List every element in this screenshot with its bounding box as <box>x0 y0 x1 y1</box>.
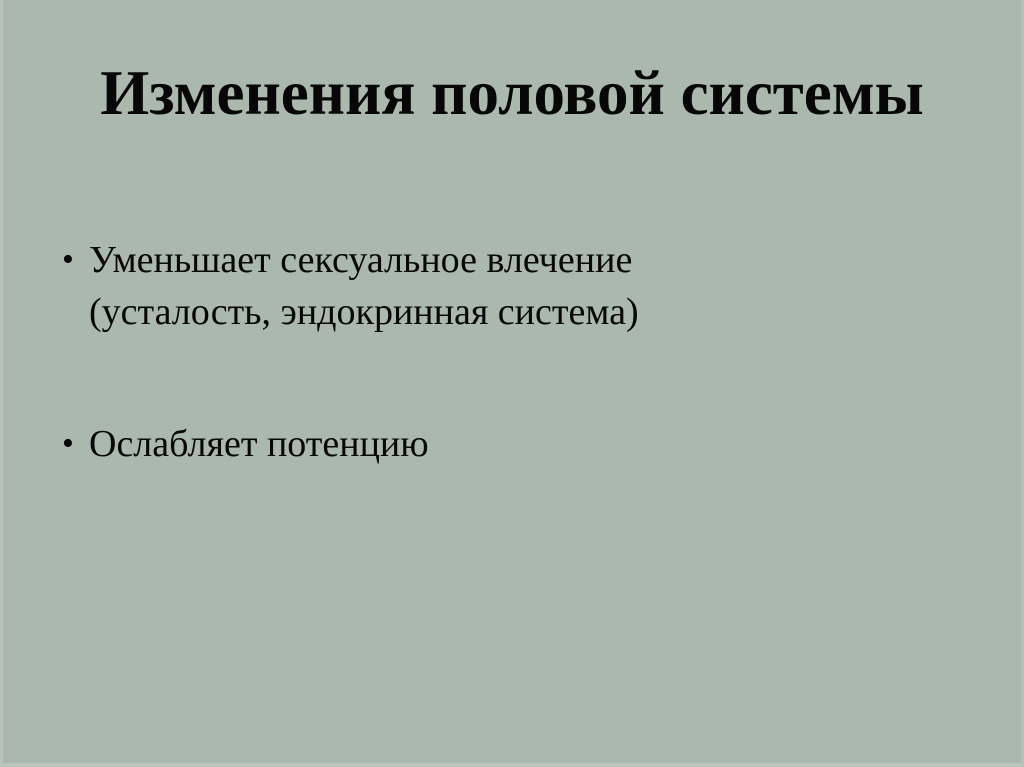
bullet-text-line: Ослабляет потенцию <box>89 423 429 465</box>
bullet-marker: • <box>62 241 74 278</box>
list-item <box>62 234 842 338</box>
bullet-list <box>62 234 842 470</box>
bullet-marker: • <box>62 425 74 462</box>
slide-title: Изменения половой системы <box>100 58 924 128</box>
bullet-text-line: (усталость, эндокринная система) <box>89 291 639 333</box>
list-item <box>62 418 842 470</box>
bullet-text-line: Уменьшает сексуальное влечение <box>89 239 633 281</box>
